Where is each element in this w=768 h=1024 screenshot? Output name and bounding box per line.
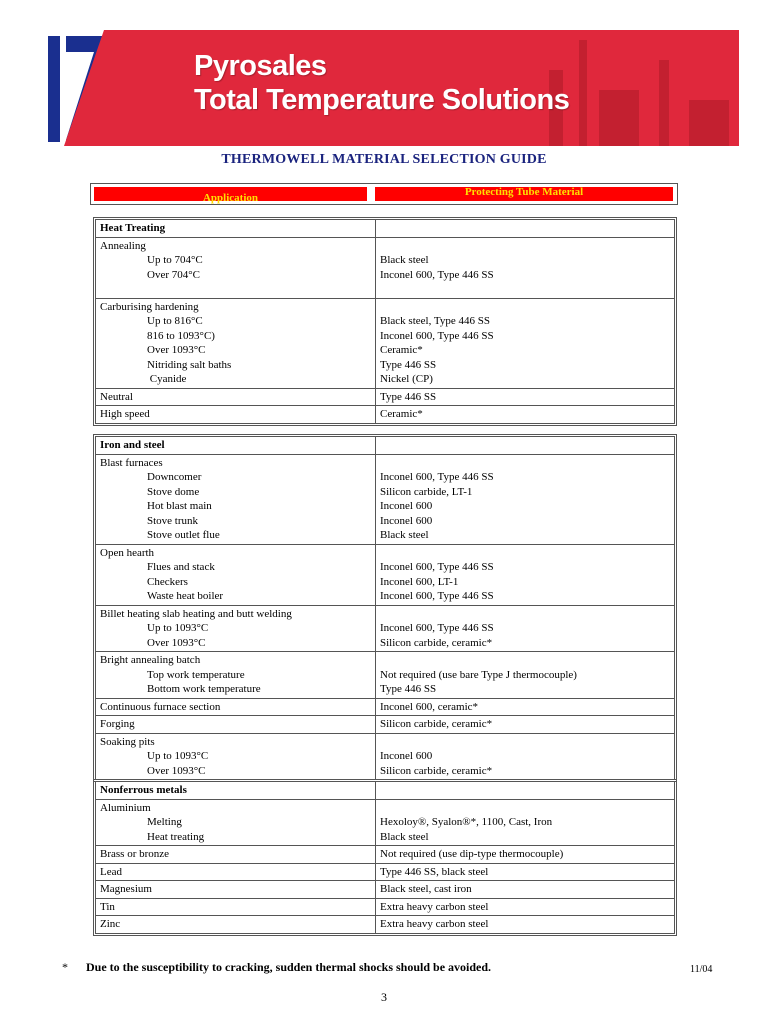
table-row: Open hearth Flues and stack Checkers Waste heat boiler Inconel 600, Type 446 SS Inconel 600, LT-1 Inconel 600, Type 446 SS — [96, 544, 674, 605]
table-row: Billet heating slab heating and butt welding Up to 1093°C Over 1093°C Inconel 600, Type 446 SS Silicon carbide, ceramic* — [96, 605, 674, 652]
column-header — [90, 183, 678, 205]
table-row: Tin Extra heavy carbon steel — [96, 898, 674, 916]
table-row: Magnesium Black steel, cast iron — [96, 880, 674, 898]
section-title: Heat Treating — [96, 220, 376, 237]
banner-title: Pyrosales — [194, 50, 327, 82]
banner-subtitle: Total Temperature Solutions — [194, 84, 570, 116]
table-row: Lead Type 446 SS, black steel — [96, 863, 674, 881]
heat-treating-table — [93, 217, 677, 426]
iron-steel-table — [93, 434, 677, 782]
footnote — [62, 960, 491, 975]
table-row: Annealing Up to 704°C Over 704°C Black steel Inconel 600, Type 446 SS — [96, 237, 674, 298]
pyrosales-logo-icon — [44, 30, 124, 146]
header-material: Protecting Tube Material — [374, 186, 674, 202]
revision-date: 11/04 — [690, 964, 713, 975]
footnote-text: Due to the susceptibility to cracking, sudden thermal shocks should be avoided. — [86, 960, 492, 974]
page-title: THERMOWELL MATERIAL SELECTION GUIDE — [221, 152, 547, 167]
table-row: Neutral Type 446 SS — [96, 388, 674, 406]
table-row — [96, 220, 674, 237]
table-row: Brass or bronze Not required (use dip-type thermocouple) — [96, 845, 674, 863]
table-row: Continuous furnace section Inconel 600, ceramic* — [96, 698, 674, 716]
table-row: Carburising hardening Up to 816°C 816 to 1093°C) Over 1093°C Nitriding salt baths Cyanide Black steel, Type 446 SS Inconel 600, Type 446 SS Ceramic* Type 446 SS Nickel (CP) — [96, 298, 674, 388]
footnote-star: * — [62, 960, 68, 974]
table-row: Forging Silicon carbide, ceramic* — [96, 715, 674, 733]
header-banner — [44, 30, 739, 146]
table-row: Bright annealing batch Top work temperature Bottom work temperature Not required (use bare Type J thermocouple) Type 446 SS — [96, 651, 674, 698]
table-row: High speed Ceramic* — [96, 405, 674, 423]
table-row — [96, 437, 674, 454]
table-row: Zinc Extra heavy carbon steel — [96, 915, 674, 933]
nonferrous-table — [93, 779, 677, 936]
header-application: Application — [93, 186, 368, 202]
table-row: Blast furnaces Downcomer Stove dome Hot blast main Stove trunk Stove outlet flue Inconel 600, Type 446 SS Silicon carbide, LT-1 Inconel 600 Inconel 600 Black steel — [96, 454, 674, 544]
table-row — [96, 782, 674, 799]
section-title: Nonferrous metals — [96, 782, 376, 799]
page-number: 3 — [381, 990, 387, 1004]
table-row: Soaking pits Up to 1093°C Over 1093°C Inconel 600 Silicon carbide, ceramic* — [96, 733, 674, 780]
section-title: Iron and steel — [96, 437, 376, 454]
table-row: Aluminium Melting Heat treating Hexoloy®, Syalon®*, 1100, Cast, Iron Black steel — [96, 799, 674, 846]
